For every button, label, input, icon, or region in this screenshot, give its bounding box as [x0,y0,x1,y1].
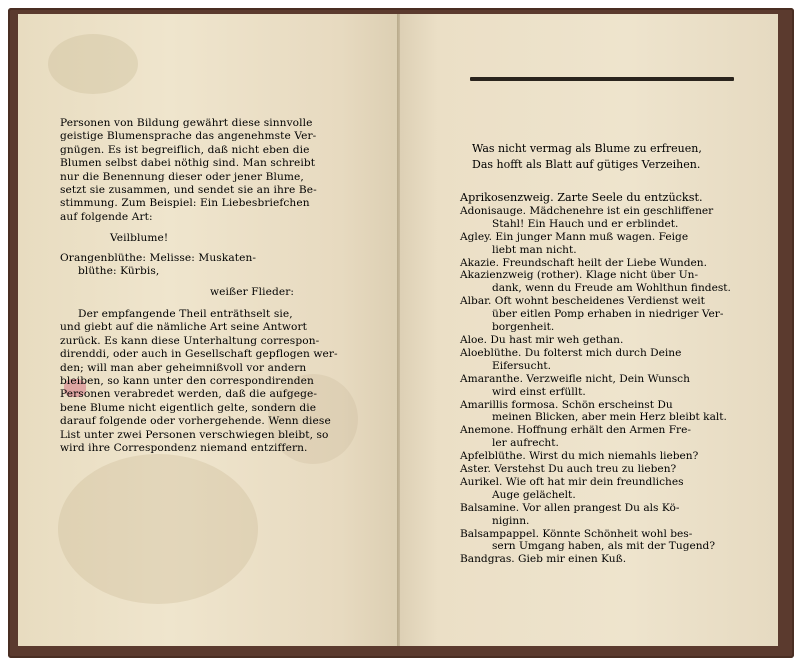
flower-entry-continuation: über eitlen Pomp erhaben in niedriger Ver- [492,308,724,321]
flower-entry: Aloe. Du hast mir weh gethan. [460,333,624,346]
flower-entry-continuation: borgenheit. [492,321,555,334]
text-line: zurück. Es kann diese Unterhaltung correspon- [60,334,320,347]
text-line: bleiben, so kann unter den correspondirenden [60,374,314,387]
flower-entry: Agley. Ein junger Mann muß wagen. Feige [460,230,689,243]
flower-entry-continuation: wird einst erfüllt. [492,385,586,398]
flower-entry-continuation: liebt man nicht. [492,243,577,256]
flower-entry-continuation: Eifersucht. [492,359,552,372]
text-line: nur die Benennung dieser oder jener Blume, [60,170,304,183]
text-line: auf folgende Art: [60,210,153,223]
flower-entry-continuation: sern Umgang haben, als mit der Tugend? [492,540,716,553]
flower-entry-continuation: Auge gelächelt. [492,488,576,501]
text-line: setzt sie zusammen, und sendet sie an ihre Be- [60,184,317,197]
text-line: geistige Blumensprache das angenehmste Ver- [60,130,317,143]
flower-entry: Balsampappel. Könnte Schönheit wohl bes- [460,527,693,540]
text-line: den; will man aber geheimnißvoll vor andern [60,361,307,374]
motto-line: Was nicht vermag als Blume zu erfreuen, [472,142,702,155]
text-line: darauf folgende oder vorhergehende. Wenn diese [60,415,331,428]
flower-entry: Adonisauge. Mädchenehre ist ein geschliffener [460,204,714,217]
flower-entry: Akazienzweig (rother). Klage nicht über Un- [460,269,699,282]
text-line: List unter zwei Personen verschwiegen bleibt, so [60,428,329,441]
flower-entry-continuation: dank, wenn du Freude am Wohlthun findest. [492,282,731,295]
flower-entry-continuation: meinen Blicken, aber mein Herz bleibt kalt. [492,411,727,424]
ornamental-rule [470,77,734,81]
flower-entry-continuation: ler aufrecht. [492,437,559,450]
text-line: Personen von Bildung gewährt diese sinnvolle [60,117,313,129]
text-line: gnügen. Es ist begreiflich, daß nicht eben die [60,143,310,156]
example-line: Orangenblüthe: Melisse: Muskaten- [60,251,257,264]
flower-entry: Amarillis formosa. Schön erscheinst Du [460,398,673,411]
text-line: wird ihre Correspondenz niemand entziffern. [60,441,308,454]
text-line: direnddi, oder auch in Gesellschaft gepflogen wer- [60,348,338,361]
motto-line: Das hofft als Blatt auf gütiges Verzeihen. [472,158,701,171]
flower-entry: Aster. Verstehst Du auch treu zu lieben? [460,463,677,476]
flower-entries-list [460,192,731,566]
flower-entry: Albar. Oft wohnt bescheidenes Verdienst weit [460,295,705,308]
left-page-text [60,117,338,455]
flower-entry: Bandgras. Gieb mir einen Kuß. [460,553,627,566]
flower-entry: Aurikel. Wie oft hat mir dein freundliches [460,475,684,488]
text-line: Blumen selbst dabei nöthig sind. Man schreibt [60,157,316,170]
flower-entry: Aloeblüthe. Du folterst mich durch Deine [460,346,682,359]
flower-entry-continuation: Stahl! Ein Hauch und er erblindet. [492,217,679,230]
flower-entry: Aprikosenzweig. Zarte Seele du entzückst. [460,191,703,204]
text-line: und giebt auf die nämliche Art seine Antwort [60,321,308,334]
text-line: stimmung. Zum Beispiel: Ein Liebesbriefchen [60,197,310,210]
text-line: bene Blume nicht eigentlich gelte, sondern die [60,401,317,414]
flower-entry: Akazie. Freundschaft heilt der Liebe Wunden. [460,256,707,269]
paper-stain [48,34,138,94]
flower-entry: Amaranthe. Verzweifle nicht, Dein Wunsch [460,372,690,385]
flower-entry: Anemone. Hoffnung erhält den Armen Fre- [460,424,691,437]
example-line: Veilblume! [110,232,169,245]
text-line: Personen verabredet werden, daß die aufgege- [60,388,318,401]
flower-entry: Balsamine. Vor allen prangest Du als Kö- [460,501,680,514]
flower-entry: Apfelblüthe. Wirst du mich niemahls lieben? [460,450,699,463]
motto [472,141,702,173]
example-line: weißer Flieder: [210,286,295,299]
example-line: blüthe: Kürbis, [78,265,160,278]
text-line: Der empfangende Theil enträthselt sie, [78,307,293,320]
paper-stain [58,454,258,604]
flower-entry-continuation: niginn. [492,514,530,527]
